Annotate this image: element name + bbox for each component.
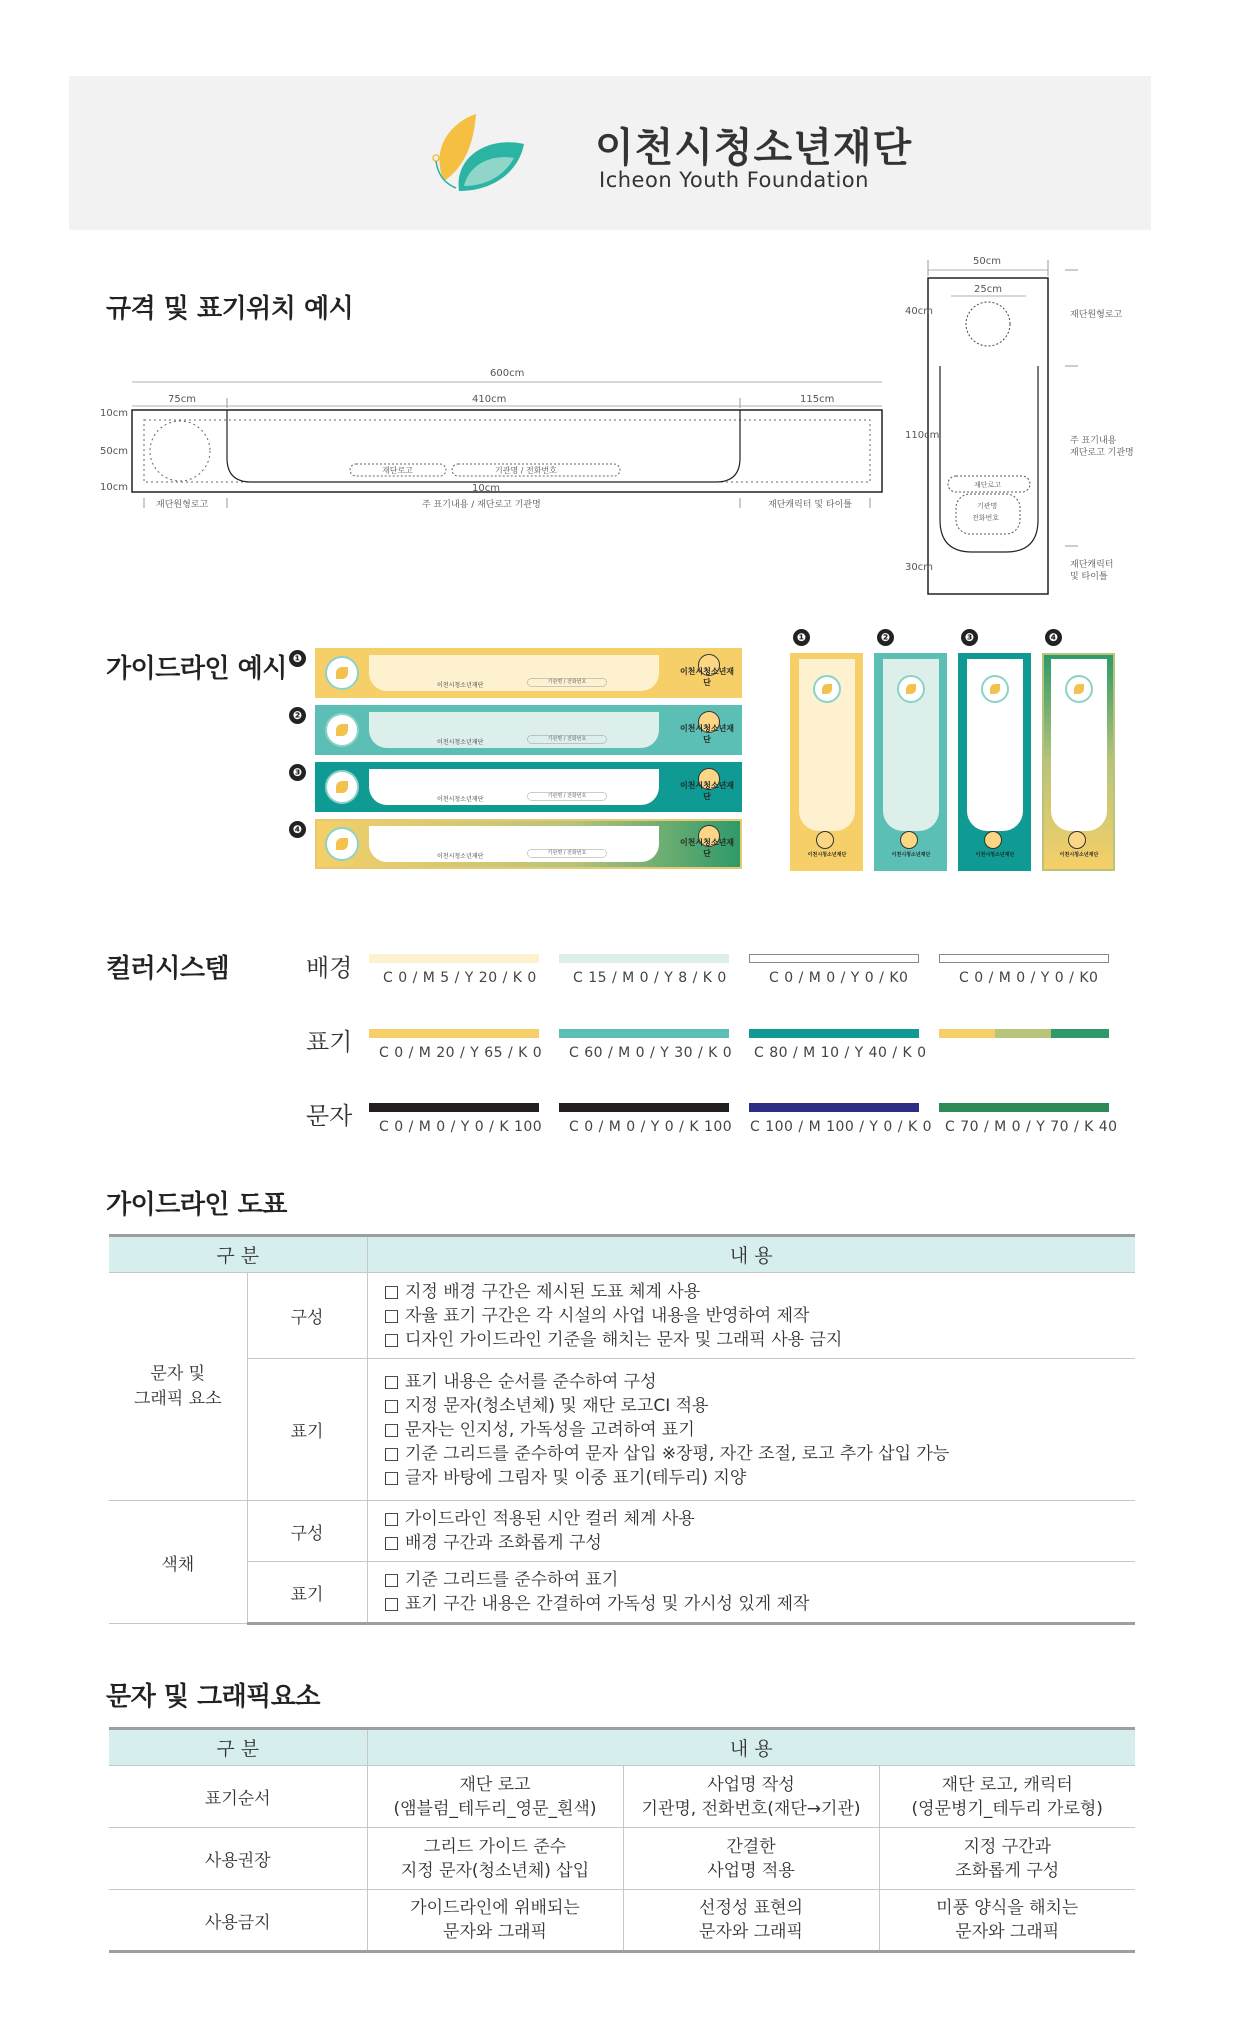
banner-title: 이천시청소년재단 xyxy=(679,667,735,687)
swatch-mark-2 xyxy=(559,1029,729,1038)
banner-org-box: 기관명 / 전화번호 xyxy=(527,792,607,801)
table1-head-content: 내 용 xyxy=(367,1236,1135,1273)
vdim-width: 50cm xyxy=(973,256,1001,267)
character-face-icon xyxy=(816,831,834,849)
banner-org-box: 기관명 / 전화번호 xyxy=(527,678,607,687)
swatch-code-bg-1: C 0 / M 5 / Y 20 / K 0 xyxy=(383,970,537,986)
vertical-banner-2 xyxy=(874,653,947,871)
vlabel-main-content: 주 표기내용 xyxy=(1070,436,1117,446)
character-face-icon xyxy=(984,831,1002,849)
example-number-3: ❸ xyxy=(289,764,306,781)
text-graphic-table xyxy=(109,1727,1135,1953)
swatch-bg-2 xyxy=(559,954,729,963)
vbanner-title: 이천시청소년재단 xyxy=(1059,852,1099,858)
label-character-title: 재단캐릭터 및 타이틀 xyxy=(768,500,852,510)
swatch-code-mark-1: C 0 / M 20 / Y 65 / K 0 xyxy=(379,1045,543,1061)
bullet-item: □ 배경 구간과 조화롭게 구성 xyxy=(383,1533,602,1553)
horizontal-banner-2 xyxy=(315,705,742,755)
dim-middle-width: 410cm xyxy=(472,394,507,405)
bullet-item: □ 표기 내용은 순서를 준수하여 구성 xyxy=(383,1371,657,1392)
section-title-color: 컬러시스템 xyxy=(106,954,230,984)
cell-line: 조화롭게 구성 xyxy=(955,1860,1060,1881)
vbanner-circle-logo-icon xyxy=(897,675,925,703)
vbanner-title: 이천시청소년재단 xyxy=(807,852,847,858)
example-number-4: ❹ xyxy=(289,821,306,838)
vbox-phone: 전화번호 xyxy=(972,514,1000,522)
banner-circle-logo-icon xyxy=(325,656,359,690)
vexample-number-1: ❶ xyxy=(793,629,810,646)
cell-line: 사업명 작성 xyxy=(707,1774,795,1795)
bullet-item: □ 자율 표기 구간은 각 시설의 사업 내용을 반영하여 제작 xyxy=(383,1305,810,1326)
table2-cell xyxy=(623,1766,879,1828)
table1-sub-mark-2: 표기 xyxy=(247,1562,367,1624)
swatch-text-2 xyxy=(559,1103,729,1112)
table2-row-label-prohibit: 사용금지 xyxy=(109,1890,367,1952)
cell-line: 미풍 양식을 해치는 xyxy=(936,1898,1079,1918)
swatch-code-bg-4: C 0 / M 0 / Y 0 / K0 xyxy=(959,970,1099,986)
horizontal-banner-4 xyxy=(315,819,742,869)
vbanner-title: 이천시청소년재단 xyxy=(975,852,1015,858)
dim-total-width: 600cm xyxy=(490,368,525,379)
horizontal-banner-1 xyxy=(315,648,742,698)
cell-line: (영문병기_테두리 가로형) xyxy=(911,1798,1103,1819)
bullet-item: □ 디자인 가이드라인 기준을 해치는 문자 및 그래픽 사용 금지 xyxy=(383,1329,843,1350)
table1-g1-compose-cell xyxy=(367,1273,1135,1359)
banner-org-box: 기관명 / 전화번호 xyxy=(527,735,607,744)
swatch-text-3 xyxy=(749,1103,919,1112)
vlabel-circle-logo: 재단원형로고 xyxy=(1070,310,1123,320)
logo-english-name: Icheon Youth Foundation xyxy=(599,168,869,192)
cell-line: 문자와 그래픽 xyxy=(699,1922,803,1942)
table1-g2-compose-cell xyxy=(367,1501,1135,1562)
cell-line: 문자와 그래픽 xyxy=(443,1922,547,1942)
color-row-label-mark: 표기 xyxy=(306,1028,353,1056)
horizontal-banner-3 xyxy=(315,762,742,812)
cell-line: 지정 문자(청소년체) 삽입 xyxy=(400,1860,590,1881)
cell-line: (앰블럼_테두리_영문_흰색) xyxy=(393,1798,597,1819)
banner-title: 이천시청소년재단 xyxy=(679,838,735,858)
bullet-item: □ 가이드라인 적용된 시안 컬러 체계 사용 xyxy=(383,1509,695,1529)
vertical-banner-3 xyxy=(958,653,1031,871)
example-number-1: ❶ xyxy=(289,650,306,667)
section-title-table1: 가이드라인 도표 xyxy=(106,1190,287,1220)
swatch-code-mark-2: C 60 / M 0 / Y 30 / K 0 xyxy=(569,1045,733,1061)
cell-line: 재단 로고, 캐릭터 xyxy=(941,1774,1073,1795)
table1-g1-mark-cell xyxy=(367,1359,1135,1501)
table2-cell xyxy=(879,1828,1135,1890)
character-face-icon xyxy=(1068,831,1086,849)
banner-foundation-logo: 이천시청소년재단 xyxy=(437,682,484,689)
vbanner-circle-logo-icon xyxy=(1065,675,1093,703)
example-number-2: ❷ xyxy=(289,707,306,724)
swatch-code-text-3: C 100 / M 100 / Y 0 / K 0 xyxy=(750,1119,932,1135)
swatch-code-bg-2: C 15 / M 0 / Y 8 / K 0 xyxy=(573,970,727,986)
vlabel-character: 재단캐릭터 xyxy=(1070,560,1114,570)
cell-line: 문자와 그래픽 xyxy=(955,1922,1060,1942)
cell-line: 재단 로고 xyxy=(459,1774,531,1795)
swatch-bg-4 xyxy=(939,954,1109,963)
banner-circle-logo-icon xyxy=(325,770,359,804)
swatch-code-text-1: C 0 / M 0 / Y 0 / K 100 xyxy=(379,1119,543,1135)
vlabel-title: 및 타이틀 xyxy=(1070,572,1108,582)
color-row-label-text: 문자 xyxy=(306,1102,353,1130)
table2-cell xyxy=(367,1890,623,1952)
banner-character xyxy=(678,768,734,808)
vbox-foundation-logo: 재단로고 xyxy=(974,481,1002,489)
vdim-top: 40cm xyxy=(905,306,933,317)
bullet-item: □ 기준 그리드를 준수하여 문자 삽입 ※장평, 자간 조절, 로고 추가 삽입 가능 xyxy=(383,1443,950,1464)
header-banner xyxy=(69,76,1151,230)
table2-cell xyxy=(367,1766,623,1828)
banner-foundation-logo: 이천시청소년재단 xyxy=(437,853,484,860)
vbox-org-name: 기관명 xyxy=(977,502,998,510)
table2-head-category: 구 분 xyxy=(109,1729,367,1766)
banner-org-box: 기관명 / 전화번호 xyxy=(527,849,607,858)
dim-inner-gap: 10cm xyxy=(472,483,500,494)
table1-group-color: 색채 xyxy=(109,1501,247,1624)
guideline-table xyxy=(109,1234,1135,1625)
table2-head-content: 내 용 xyxy=(367,1729,1135,1766)
box-foundation-logo-label: 재단로고 xyxy=(382,466,413,475)
group1-line2: 그래픽 요소 xyxy=(133,1388,222,1409)
table1-sub-compose: 구성 xyxy=(247,1273,367,1359)
vbanner-circle-logo-icon xyxy=(813,675,841,703)
vdim-inner-width: 25cm xyxy=(974,284,1002,295)
banner-foundation-logo: 이천시청소년재단 xyxy=(437,739,484,746)
cell-line: 사업명 적용 xyxy=(707,1860,795,1881)
label-circle-logo: 재단원형로고 xyxy=(156,500,209,510)
banner-character xyxy=(678,654,734,694)
swatch-mark-1 xyxy=(369,1029,539,1038)
dim-height: 50cm xyxy=(100,446,128,457)
banner-character xyxy=(678,711,734,751)
section-title-guide: 가이드라인 예시 xyxy=(106,654,287,684)
group1-line1: 문자 및 xyxy=(150,1363,206,1384)
vexample-number-2: ❷ xyxy=(877,629,894,646)
dim-bottom-margin: 10cm xyxy=(100,482,128,493)
table1-head-category: 구 분 xyxy=(109,1236,367,1273)
swatch-text-4 xyxy=(939,1103,1109,1112)
vexample-number-3: ❸ xyxy=(961,629,978,646)
table1-g2-mark-cell xyxy=(367,1562,1135,1624)
vertical-spec-diagram xyxy=(905,250,1150,600)
vexample-number-4: ❹ xyxy=(1045,629,1062,646)
foundation-leaf-logo-icon xyxy=(424,106,534,206)
table1-sub-mark: 표기 xyxy=(247,1359,367,1501)
bullet-item: □ 지정 배경 구간은 제시된 도표 체계 사용 xyxy=(383,1281,701,1302)
table1-sub-compose-2: 구성 xyxy=(247,1501,367,1562)
logo-korean-name: 이천시청소년재단 xyxy=(595,125,913,171)
table2-cell xyxy=(623,1828,879,1890)
swatch-mark-4 xyxy=(939,1029,1109,1038)
swatch-code-text-2: C 0 / M 0 / Y 0 / K 100 xyxy=(569,1119,733,1135)
banner-circle-logo-icon xyxy=(325,713,359,747)
vlabel-logo-org: 재단로고 기관명 xyxy=(1070,448,1134,458)
box-org-phone-label: 기관명 / 전화번호 xyxy=(495,466,557,475)
color-row-label-background: 배경 xyxy=(306,954,353,982)
cell-line: 가이드라인에 위배되는 xyxy=(410,1898,580,1918)
vbanner-title: 이천시청소년재단 xyxy=(891,852,931,858)
swatch-text-1 xyxy=(369,1103,539,1112)
swatch-code-mark-3: C 80 / M 10 / Y 40 / K 0 xyxy=(754,1045,927,1061)
vertical-banner-4 xyxy=(1042,653,1115,871)
table2-row-label-recommend: 사용권장 xyxy=(109,1828,367,1890)
bullet-item: □ 글자 바탕에 그림자 및 이중 표기(테두리) 지양 xyxy=(383,1467,747,1488)
bullet-item: □ 지정 문자(청소년체) 및 재단 로고CI 적용 xyxy=(383,1395,709,1416)
banner-title: 이천시청소년재단 xyxy=(679,724,735,744)
cell-line: 간결한 xyxy=(726,1836,776,1857)
horizontal-spec-diagram xyxy=(100,358,900,518)
banner-title: 이천시청소년재단 xyxy=(679,781,735,801)
table2-cell xyxy=(879,1766,1135,1828)
banner-foundation-logo: 이천시청소년재단 xyxy=(437,796,484,803)
table1-group-text-graphic xyxy=(109,1273,247,1501)
dim-right-width: 115cm xyxy=(800,394,835,405)
cell-line: 선정성 표현의 xyxy=(699,1898,803,1918)
banner-circle-logo-icon xyxy=(325,827,359,861)
cell-line: 그리드 가이드 준수 xyxy=(423,1836,567,1857)
bullet-item: □ 문자는 인지성, 가독성을 고려하여 표기 xyxy=(383,1419,695,1440)
cell-line: 기관명, 전화번호(재단→기관) xyxy=(641,1798,861,1819)
vdim-middle: 110cm xyxy=(905,430,940,441)
bullet-item: □ 표기 구간 내용은 간결하여 가독성 및 가시성 있게 제작 xyxy=(383,1594,810,1614)
section-title-table2: 문자 및 그래픽요소 xyxy=(106,1682,321,1712)
table2-cell xyxy=(879,1890,1135,1952)
section-title-spec: 규격 및 표기위치 예시 xyxy=(106,294,354,324)
swatch-code-bg-3: C 0 / M 0 / Y 0 / K0 xyxy=(769,970,909,986)
bullet-item: □ 기준 그리드를 준수하여 표기 xyxy=(383,1570,619,1590)
swatch-bg-3 xyxy=(749,954,919,963)
dim-top-margin: 10cm xyxy=(100,408,128,419)
vbanner-circle-logo-icon xyxy=(981,675,1009,703)
cell-line: 지정 구간과 xyxy=(963,1836,1051,1857)
table2-cell xyxy=(367,1828,623,1890)
swatch-mark-3 xyxy=(749,1029,919,1038)
vdim-bottom: 30cm xyxy=(905,562,933,573)
character-face-icon xyxy=(900,831,918,849)
table2-row-label-order: 표기순서 xyxy=(109,1766,367,1828)
swatch-code-text-4: C 70 / M 0 / Y 70 / K 40 xyxy=(945,1119,1118,1135)
banner-character xyxy=(678,825,734,865)
label-main-content: 주 표기내용 / 재단로고 기관명 xyxy=(422,500,541,510)
dim-left-width: 75cm xyxy=(168,394,196,405)
vertical-banner-1 xyxy=(790,653,863,871)
table2-cell xyxy=(623,1890,879,1952)
swatch-bg-1 xyxy=(369,954,539,963)
